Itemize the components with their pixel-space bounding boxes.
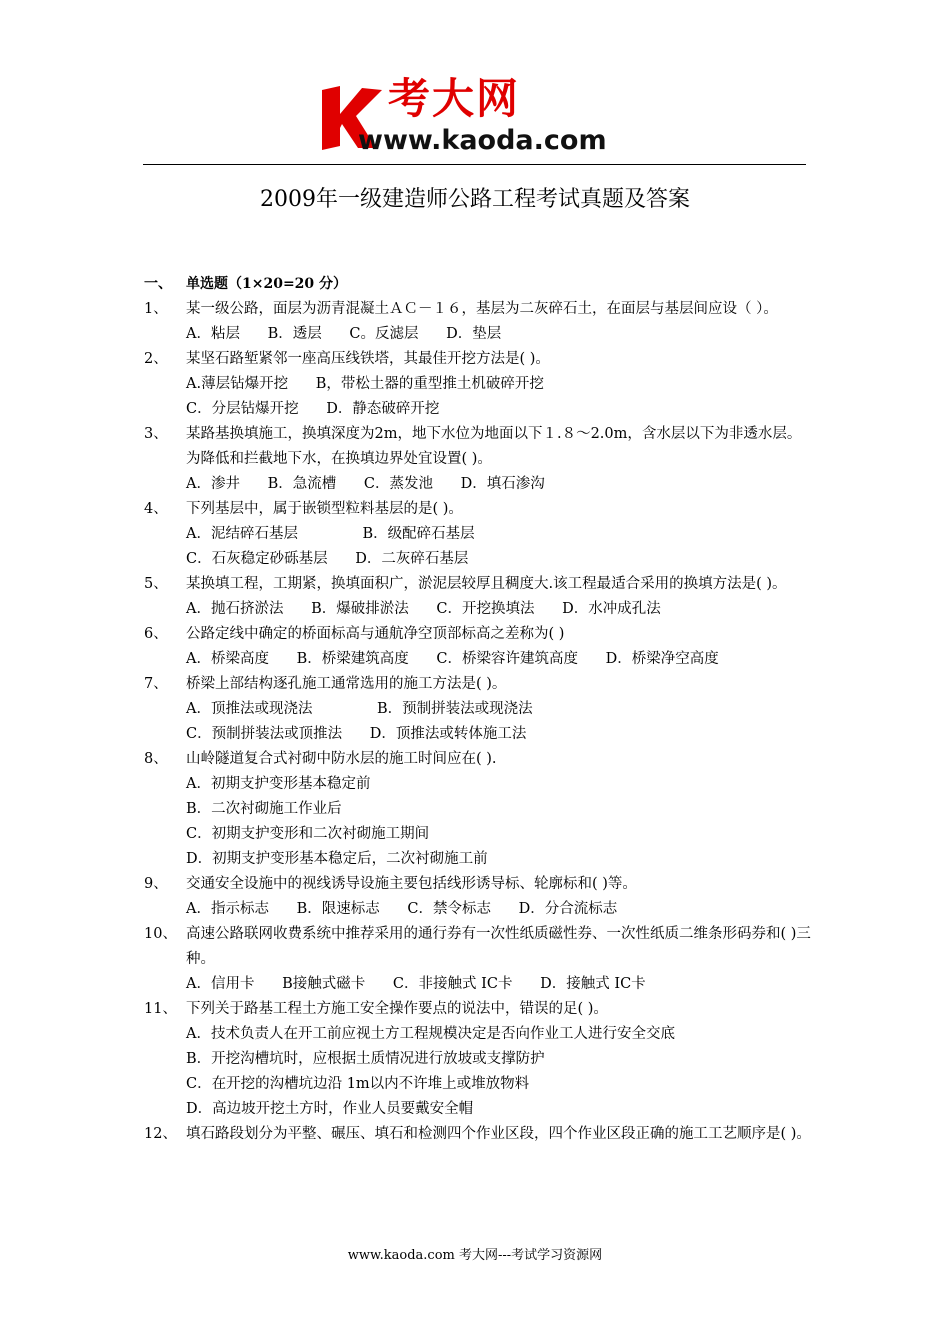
answer-options: A．桥梁高度 B．桥梁建筑高度 C．桥梁容许建筑高度 D．桥梁净空高度: [186, 651, 719, 667]
question-text: 山岭隧道复合式衬砌中防水层的施工时间应在( ).: [186, 751, 497, 767]
questions: [144, 297, 814, 1147]
question-text: 某一级公路，面层为沥青混凝土ＡＣ－１６，基层为二灰碎石土，在面层与基层间应设（ ）。: [186, 301, 778, 317]
logo-chinese-name: 考大网: [388, 74, 521, 123]
answer-options: A．粘层 B．透层 C。反滤层 D．垫层: [186, 326, 502, 342]
answer-options: A.薄层钻爆开挖 B，带松土器的重型推土机破碎开挖: [186, 376, 544, 392]
question-number: 8、: [144, 751, 168, 767]
question-text: 下列基层中，属于嵌锁型粒料基层的是( )。: [186, 501, 463, 517]
question-item: [144, 997, 814, 1022]
question-text: 某坚石路堑紧邻一座高压线铁塔，其最佳开挖方法是( )。: [186, 351, 550, 367]
question-number: 11、: [144, 1001, 177, 1017]
question-item: [144, 297, 814, 322]
question-text: 填石路段划分为平整、碾压、填石和检测四个作业区段，四个作业区段正确的施工工艺顺序是( )。: [186, 1126, 811, 1142]
question-text: 高速公路联网收费系统中推荐采用的通行券有一次性纸质磁性券、一次性纸质二维条形码券和( )三种。: [186, 926, 811, 967]
kaoda-logo: [318, 74, 648, 158]
question-number: 10、: [144, 926, 177, 942]
question-item: [144, 872, 814, 897]
question-text: 某路基换填施工，换填深度为2m，地下水位为地面以下１.８～2.0m，含水层以下为非透水层。为降低和拦截地下水，在换填边界处宜设置( )。: [186, 426, 802, 467]
question-item: [144, 1122, 814, 1147]
question-text: 交通安全设施中的视线诱导设施主要包括线形诱导标、轮廓标和( )等。: [186, 876, 637, 892]
section-number: 一、: [144, 276, 172, 292]
answer-options: A．信用卡 B接触式磁卡 C．非接触式 IC卡 D．接触式 IC卡: [186, 976, 646, 992]
answer-options: A．抛石挤淤法 B．爆破排淤法 C．开挖换填法 D．水冲成孔法: [186, 601, 661, 617]
question-number: 7、: [144, 676, 168, 692]
question-number: 4、: [144, 501, 168, 517]
answer-options: C．预制拼装法或顶推法 D．顶推法或转体施工法: [186, 726, 527, 742]
header-divider: [143, 164, 806, 165]
question-number: 1、: [144, 301, 168, 317]
page-footer: www.kaoda.com 考大网---考试学习资源网: [347, 1248, 603, 1263]
question-item: [144, 622, 814, 647]
question-item: [144, 347, 814, 372]
question-item: [144, 422, 814, 472]
answer-options: C．石灰稳定砂砾基层 D．二灰碎石基层: [186, 551, 469, 567]
answer-options: A．初期支护变形基本稳定前: [186, 776, 371, 792]
question-item: [144, 672, 814, 697]
question-text: 桥梁上部结构逐孔施工通常选用的施工方法是( )。: [186, 676, 507, 692]
question-number: 3、: [144, 426, 168, 442]
section-label: 单选题（1×20=20 分）: [186, 276, 348, 292]
document-title: 2009年一级建造师公路工程考试真题及答案: [260, 187, 690, 212]
question-number: 5、: [144, 576, 168, 592]
question-number: 6、: [144, 626, 168, 642]
answer-options: A．顶推法或现浇法 B．预制拼装法或现浇法: [186, 701, 533, 717]
section-heading: [144, 272, 814, 297]
question-number: 2、: [144, 351, 168, 367]
answer-options: A．指示标志 B．限速标志 C．禁令标志 D．分合流标志: [186, 901, 618, 917]
answer-options: A．技术负责人在开工前应视土方工程规模决定是否向作业工人进行安全交底: [186, 1026, 675, 1042]
question-text: 公路定线中确定的桥面标高与通航净空顶部标高之差称为( ): [186, 626, 565, 642]
answer-options: C．分层钻爆开挖 D．静态破碎开挖: [186, 401, 440, 417]
question-item: [144, 497, 814, 522]
answer-options: B．二次衬砌施工作业后: [186, 801, 342, 817]
answer-options: B．开挖沟槽坑时，应根据土质情况进行放坡或支撑防护: [186, 1051, 545, 1067]
answer-options: D．高边坡开挖土方时，作业人员要戴安全帽: [186, 1101, 474, 1117]
question-item: [144, 572, 814, 597]
answer-options: D．初期支护变形基本稳定后，二次衬砌施工前: [186, 851, 488, 867]
answer-options: A．泥结碎石基层 B．级配碎石基层: [186, 526, 475, 542]
question-number: 12、: [144, 1126, 177, 1142]
answer-options: C．初期支护变形和二次衬砌施工期间: [186, 826, 430, 842]
question-item: [144, 922, 814, 972]
question-item: [144, 747, 814, 772]
question-list: [144, 272, 814, 1147]
question-text: 下列关于路基工程土方施工安全操作要点的说法中，错误的足( )。: [186, 1001, 608, 1017]
question-text: 某换填工程，工期紧，换填面积广，淤泥层较厚且稠度大.该工程最适合采用的换填方法是( )。: [186, 576, 787, 592]
answer-options: C．在开挖的沟槽坑边沿 1m以内不许堆上或堆放物料: [186, 1076, 530, 1092]
logo-url: www.kaoda.com: [358, 125, 607, 156]
question-number: 9、: [144, 876, 168, 892]
answer-options: A．渗井 B．急流槽 C．蒸发池 D．填石渗沟: [186, 476, 545, 492]
